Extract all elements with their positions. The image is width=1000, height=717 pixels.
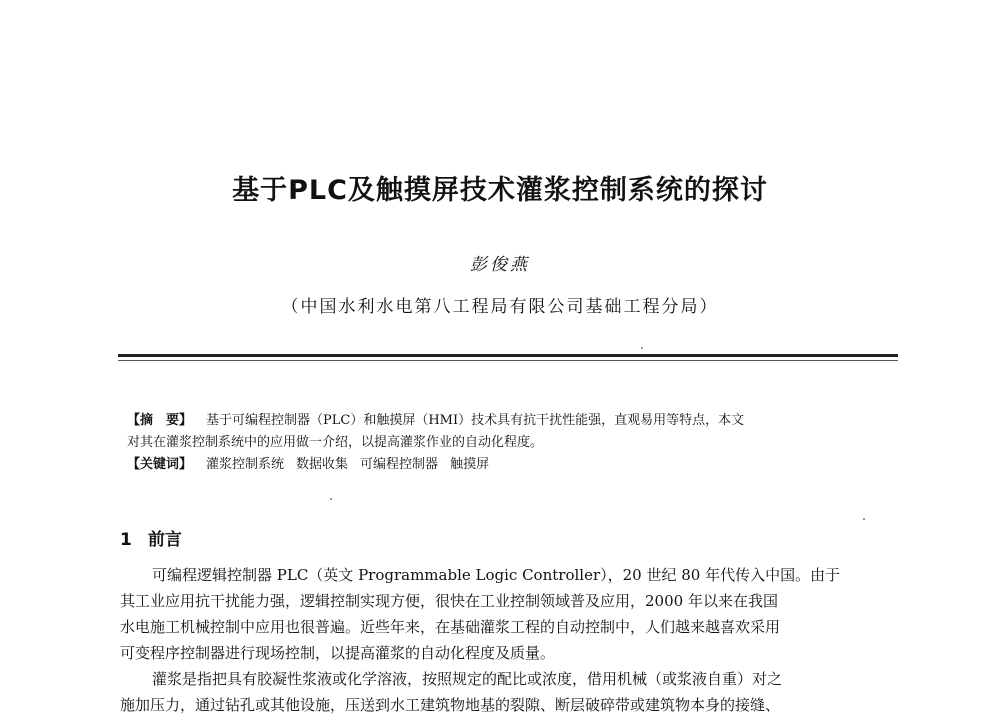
keywords-label: 【关键词】: [127, 457, 193, 472]
section-number: 1: [120, 530, 132, 550]
paragraph-2: [120, 666, 895, 717]
scan-speck: [641, 347, 643, 349]
scan-speck: [330, 498, 332, 500]
header-divider-thin: [118, 360, 898, 361]
paragraph-line: 可编程逻辑控制器 PLC（英文 Programmable Logic Controller），20 世纪 80 年代传入中国。由于: [152, 566, 841, 584]
abstract-line-2: [127, 432, 887, 454]
keyword: 可编程控制器: [360, 457, 439, 472]
abstract-text-2: 对其在灌浆控制系统中的应用做一介绍，以提高灌浆作业的自动化程度。: [127, 435, 544, 450]
paragraph-line: 其工业应用抗干扰能力强，逻辑控制实现方便，很快在工业控制领域普及应用，2000 年以来在我国: [120, 592, 778, 610]
author-affiliation: （中国水利水电第八工程局有限公司基础工程分局）: [281, 297, 719, 317]
paragraph-line: 可变程序控制器进行现场控制，以提高灌浆的自动化程度及质量。: [120, 644, 556, 662]
paragraph-line: 灌浆是指把具有胶凝性浆液或化学溶液，按照规定的配比或浓度，借用机械（或浆液自重）对之: [152, 670, 783, 688]
paper-title: 基于PLC及触摸屏技术灌浆控制系统的探讨: [232, 175, 768, 206]
keyword: 触摸屏: [450, 457, 490, 472]
section-1-body: [120, 562, 895, 717]
abstract-block: [127, 410, 887, 476]
paragraph-line: 施加压力，通过钻孔或其他设施，压送到水工建筑物地基的裂隙、断层破碎带或建筑物本身的接缝、: [120, 696, 781, 714]
header-divider-thick: [118, 354, 898, 357]
keywords-line: [127, 454, 887, 476]
keyword: 数据收集: [296, 457, 349, 472]
abstract-label: 【摘 要】: [127, 413, 193, 428]
keyword: 灌浆控制系统: [206, 457, 285, 472]
abstract-line-1: [127, 410, 887, 432]
abstract-text-1: 基于可编程控制器（PLC）和触摸屏（HMI）技术具有抗干扰性能强，直观易用等特点，本文: [206, 413, 745, 428]
section-title: 前言: [147, 530, 182, 550]
paragraph-line: 水电施工机械控制中应用也很普遍。近些年来，在基础灌浆工程的自动控制中，人们越来越喜欢采用: [120, 618, 781, 636]
section-heading-1: [120, 525, 182, 550]
paragraph-1: [120, 562, 895, 666]
scan-speck: [863, 518, 865, 520]
author-name: 彭俊燕: [470, 255, 530, 275]
